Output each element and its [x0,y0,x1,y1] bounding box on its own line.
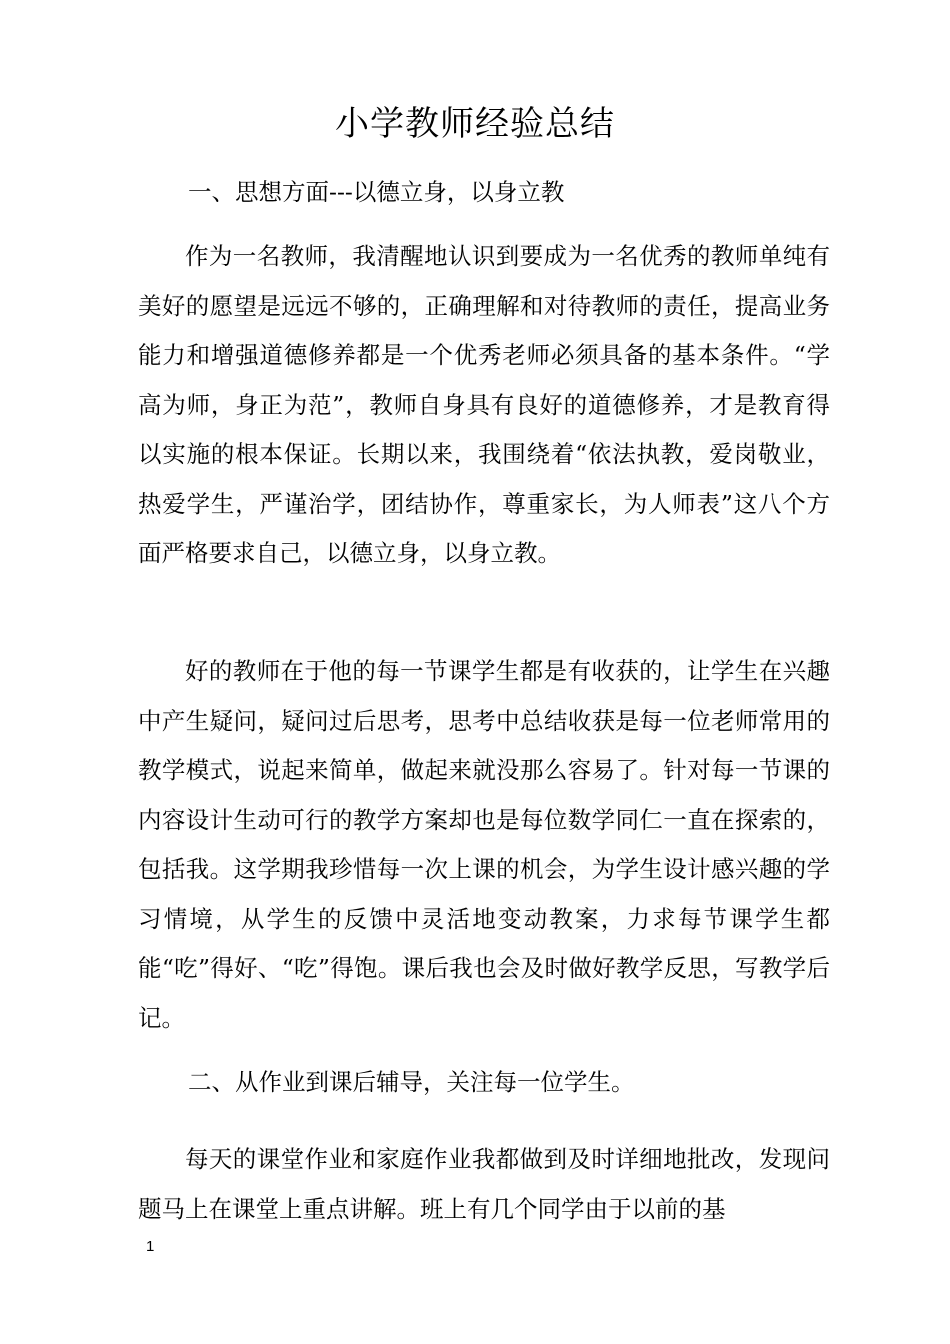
section-heading-1: 一、思想方面---以德立身，以身立教 [188,178,565,206]
page-number: 1 [146,1238,155,1255]
document-title: 小学教师经验总结 [335,104,615,144]
section-heading-2: 二、从作业到课后辅导，关注每一位学生。 [188,1068,635,1096]
paragraph-2: 好的教师在于他的每一节课学生都是有收获的，让学生在兴趣中产生疑问，疑问过后思考，思考中总结收获是每一位老师常用的教学模式，说起来简单，做起来就没那么容易了。针对每一节课的内容设计生动可行的教学方案却也是每位数学同仁一直在探索的，包括我。这学期我珍惜每一次上课的机会，为学生设计感兴趣的学习情境，从学生的反馈中灵活地变动教案，力求每节课学生都能“吃”得好、“吃”得饱。课后我也会及时做好教学反思，写教学后记。 [138,657,830,1032]
paragraph-3: 每天的课堂作业和家庭作业我都做到及时详细地批改，发现问题马上在课堂上重点讲解。班上有几个同学由于以前的基 [138,1145,830,1223]
paragraph-1: 作为一名教师，我清醒地认识到要成为一名优秀的教师单纯有美好的愿望是远远不够的，正确理解和对待教师的责任，提高业务能力和增强道德修养都是一个优秀老师必须具备的基本条件。“学高为师，身正为范”，教师自身具有良好的道德修养，才是教育得以实施的根本保证。长期以来，我围绕着“依法执教，爱岗敬业，热爱学生，严谨治学，团结协作，尊重家长，为人师表”这八个方面严格要求自己，以德立身，以身立教。 [138,242,830,567]
